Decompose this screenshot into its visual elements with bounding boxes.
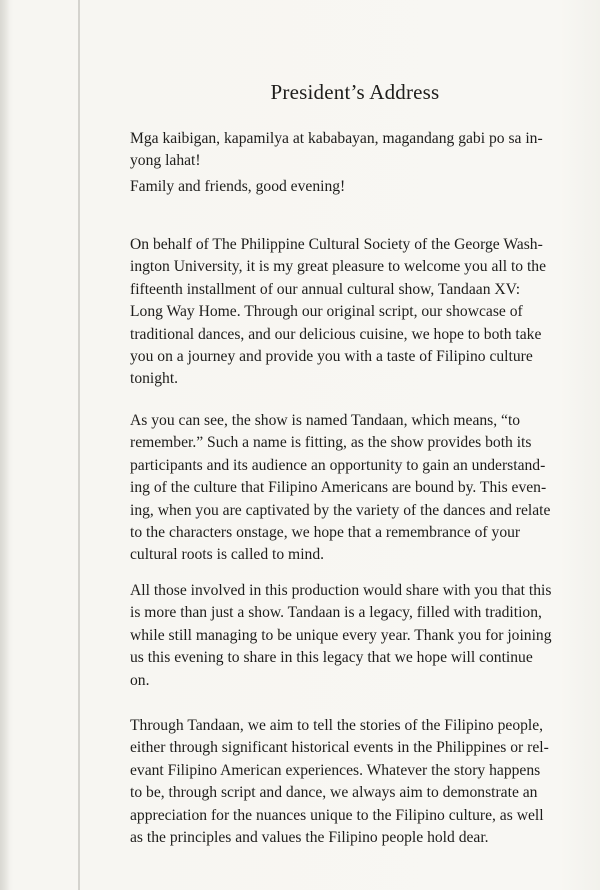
text-line: on. (130, 671, 150, 689)
text-line: ing, when you are captivated by the variety of the dances and relate (130, 501, 551, 519)
text-line: evant Filipino American experiences. Whatever the story happens (130, 761, 541, 779)
text-line: Mga kaibigan, kapamilya at kababayan, magandang gabi po sa in- (130, 130, 543, 147)
text-line: traditional dances, and our delicious cuisine, we hope to both take (130, 325, 542, 343)
text-line: yong lahat! (130, 152, 201, 170)
text-line: On behalf of The Philippine Cultural Society of the George Wash- (130, 236, 543, 253)
text-line: As you can see, the show is named Tandaan, which means, “to (130, 412, 521, 429)
text-line: to be, through script and dance, we always aim to demonstrate an (130, 784, 538, 802)
text-line: while still managing to be unique every year. Thank you for joining (130, 626, 552, 644)
text-line: tonight. (130, 370, 179, 388)
text-line: participants and its audience an opportunity to gain an understand- (130, 456, 546, 474)
page-title: President’s Address (270, 80, 440, 104)
text-line: either through significant historical events in the Philippines or rel- (130, 739, 549, 757)
text-line: Long Way Home. Through our original script, our showcase of (130, 303, 523, 321)
paragraph-legacy (130, 580, 594, 692)
text-line: cultural roots is called to mind. (130, 546, 325, 564)
text-line: you on a journey and provide you with a taste of Filipino culture (130, 348, 533, 366)
text-line: fifteenth installment of our annual cultural show, Tandaan XV: (130, 280, 521, 298)
text-line: Through Tandaan, we aim to tell the stories of the Filipino people, (130, 717, 544, 734)
paragraph-tandaan-meaning (130, 410, 594, 567)
text-line: to the characters onstage, we hope that a remembrance of your (130, 524, 521, 542)
greeting-filipino (130, 128, 594, 173)
text-line: as the principles and values the Filipino people hold dear. (130, 829, 489, 847)
text-line: is more than just a show. Tandaan is a legacy, filled with tradition, (130, 604, 542, 622)
text-line: All those involved in this production would share with you that this (130, 582, 552, 599)
text-line: ing of the culture that Filipino Americans are bound by. This even- (130, 479, 547, 497)
paragraph-stories (130, 715, 594, 849)
page-spine-shadow (0, 0, 10, 890)
paragraph-welcome (130, 234, 594, 391)
text-line: remember.” Such a name is fitting, as the show provides both its (130, 434, 532, 452)
text-line: us this evening to share in this legacy that we hope will continue (130, 649, 533, 667)
text-line: appreciation for the nuances unique to the Filipino culture, as well (130, 806, 544, 824)
page-gutter-line (78, 0, 80, 890)
text-line: Family and friends, good evening! (130, 178, 346, 195)
text-line: ington University, it is my great pleasure to welcome you all to the (130, 258, 547, 276)
greeting-english (130, 176, 594, 198)
